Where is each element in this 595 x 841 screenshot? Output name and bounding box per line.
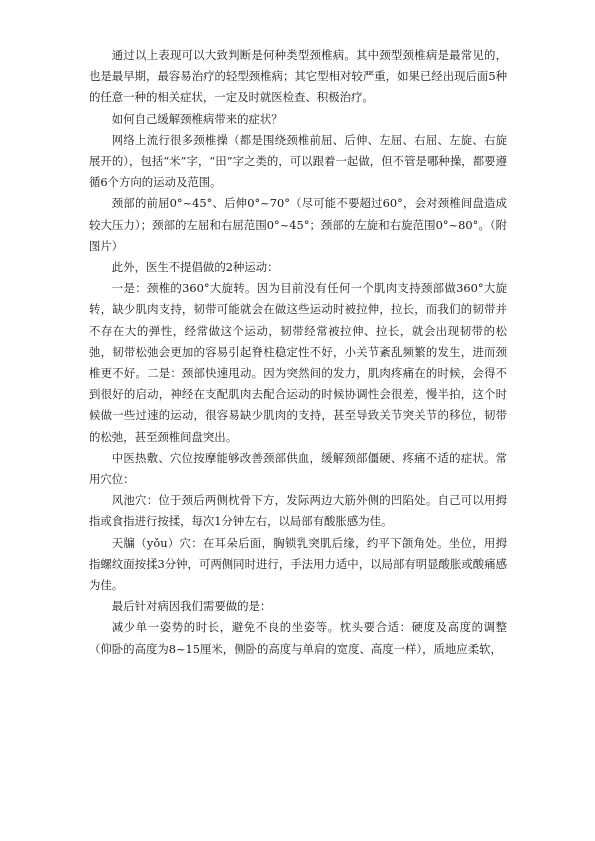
- paragraph-discouraged-intro: 此外，医生不提倡做的2种运动：: [111, 260, 279, 275]
- paragraph-fengchi-point: 风池穴：位于颈后两侧枕骨下方，发际两边大筋外侧的凹陷处。自己可以用拇指或食指进行按揉，每次1分钟左右，以局部有酸胀感为佳。: [89, 493, 507, 529]
- paragraph-posture-advice: 减少单一姿势的时长，避免不良的坐姿等。枕头要合适：硬度及高度的调整（仰卧的高度为8~15厘米，侧卧的高度与单肩的宽度、高度一样），质地应柔软，: [89, 620, 507, 656]
- paragraph-neck-exercises: 网络上流行很多颈椎操（都是围绕颈椎前屈、后伸、左屈、右屈、左旋、右旋展开的），包括“米”字，“田”字之类的，可以跟着一起做，但不管是哪种操，都要遵循6个方向的运动及范围。: [89, 132, 507, 190]
- paragraph-question-heading: 如何自己缓解颈椎病带来的症状？: [111, 111, 283, 126]
- paragraph-diagnosis-summary: 通过以上表现可以大致判断是何种类型颈椎病。其中颈型颈椎病是最常见的，也是最早期，最容易治疗的轻型颈椎病；其它型相对较严重，如果已经出现后面5种的任意一种的相关症状，一定及时就医检查、积极治疗。: [89, 48, 507, 105]
- paragraph-tcm-massage: 中医热敷、穴位按摩能够改善颈部供血，缓解颈部僵硬、疼痛不适的症状。常用穴位：: [89, 450, 507, 487]
- document-page: [89, 45, 507, 660]
- paragraph-cause-heading: 最后针对病因我们需要做的是：: [111, 599, 272, 614]
- paragraph-tianyou-point: 天牖（yǒu）穴：在耳朵后面，胸锁乳突肌后缘，约平下颌角处。坐位，用拇指螺纹面按揉3分钟，可两侧同时进行，手法用力适中，以局部有明显酸胀或酸痛感为佳。: [89, 535, 507, 593]
- paragraph-discouraged-movements: 一是：颈椎的360°大旋转。因为目前没有任何一个肌肉支持颈部做360°大旋转，缺少肌肉支持，韧带可能就会在做这些运动时被拉伸，拉长，而我们的韧带并不存在大的弹性，经常做这个运动，韧带经常被拉伸、拉长，就会出现韧带的松弛，韧带松弛会更加的容易引起脊柱稳定性不好，小关节紊乱频繁的发生，进而颈椎更不好。二是：颈部快速甩动。因为突然间的发力，肌肉疼痛在的时候，会得不到很好的启动，神经在支配肌肉去配合运动的时候协调性会很差，慢半拍，这个时候做一些过速的运动，很容易缺少肌肉的支持，甚至导致关节突关节的移位，韧带的松弛，甚至颈椎间盘突出。: [89, 281, 507, 444]
- paragraph-movement-ranges: 颈部的前屈0°~45°、后伸0°~70°（尽可能不要超过60°，会对颈椎间盘造成较大压力）；颈部的左屈和右屈范围0°~45°；颈部的左旋和右旋范围0°~80°。（附图片）: [89, 196, 507, 253]
